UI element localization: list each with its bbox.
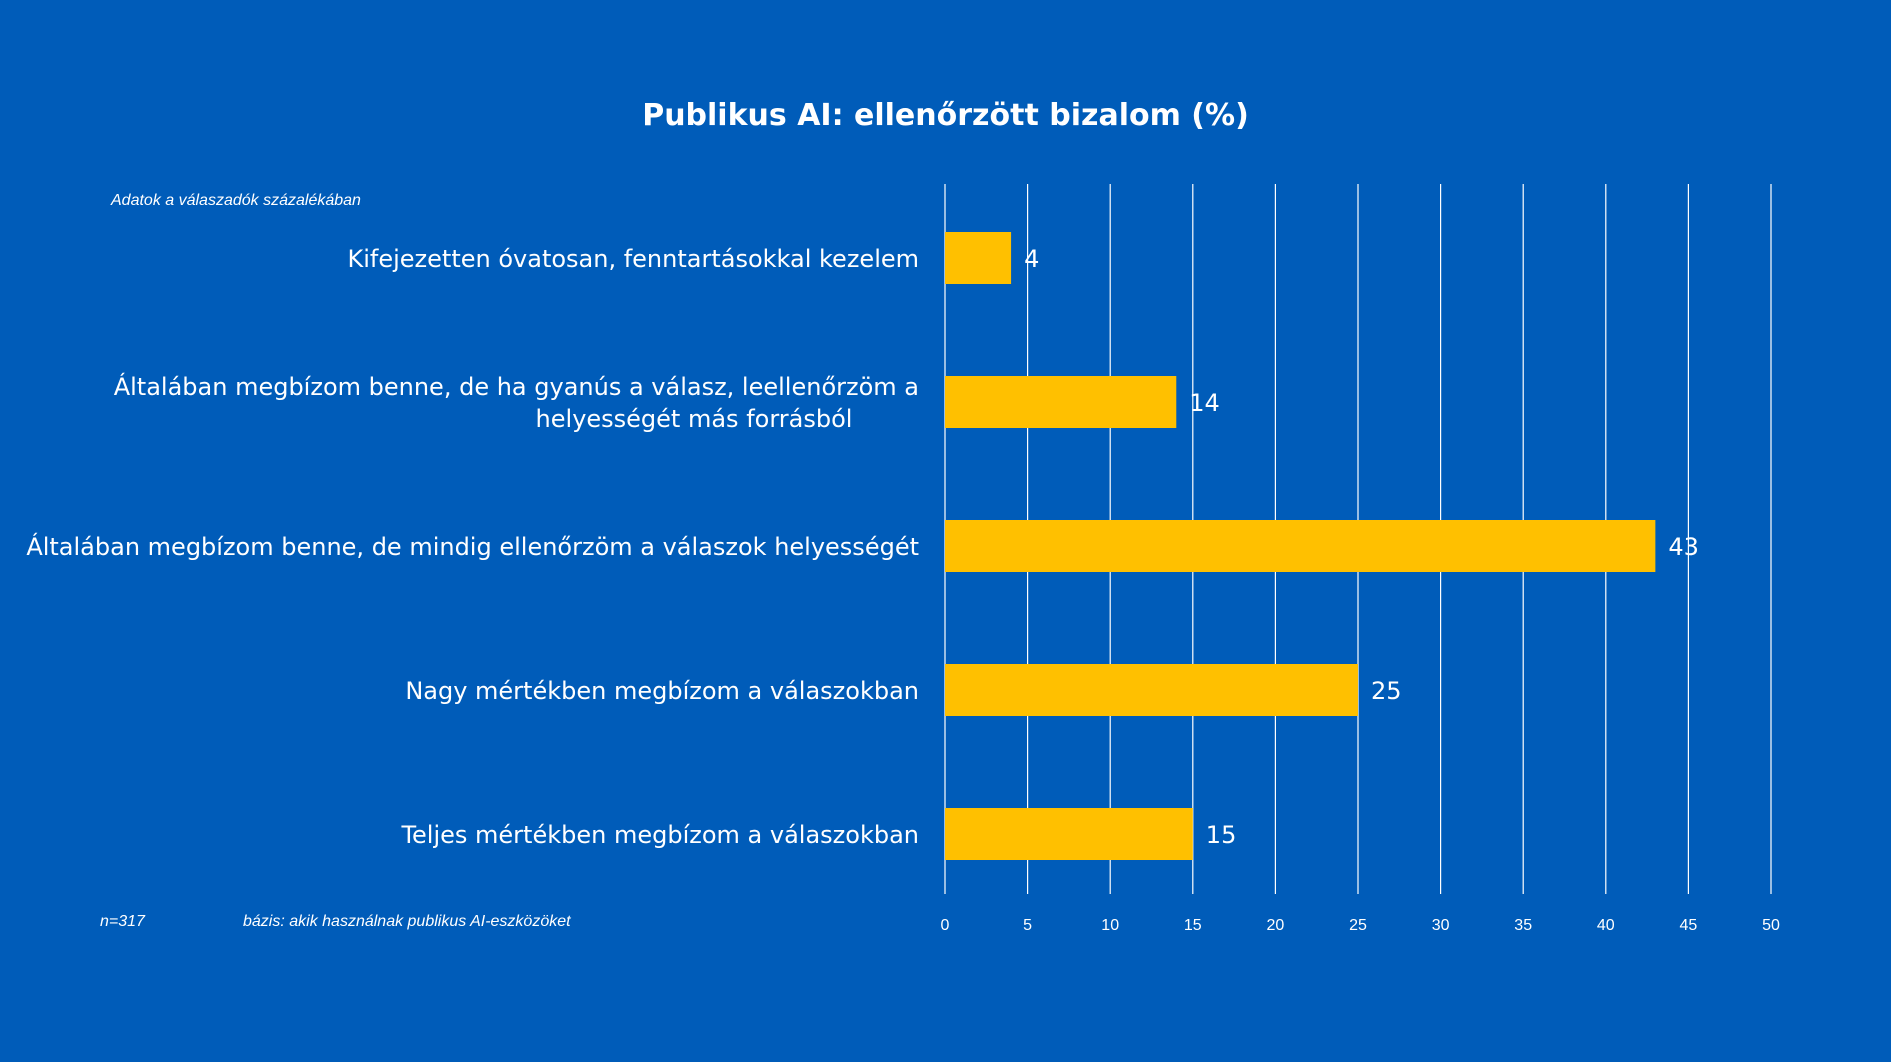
category-label: Teljes mértékben megbízom a válaszokban [401, 821, 919, 849]
x-tick-label: 50 [1762, 917, 1780, 934]
x-tick-label: 45 [1679, 917, 1698, 934]
x-tick-label: 20 [1266, 917, 1285, 934]
data-label: 25 [1371, 677, 1402, 705]
category-label: Kifejezetten óvatosan, fenntartásokkal kezelem [347, 245, 919, 273]
bar [945, 232, 1011, 284]
category-label: Nagy mértékben megbízom a válaszokban [405, 677, 919, 705]
x-tick-label: 15 [1183, 917, 1202, 934]
data-label: 4 [1024, 245, 1040, 273]
x-tick-label: 35 [1514, 917, 1533, 934]
category-label: Általában megbízom benne, de mindig ellenőrzöm a válaszok helyességét [26, 533, 919, 561]
data-label: 14 [1189, 389, 1220, 417]
x-tick-label: 40 [1596, 917, 1615, 934]
bars [945, 232, 1655, 860]
data-label: 43 [1668, 533, 1699, 561]
bar [945, 376, 1176, 428]
base-note: bázis: akik használnak publikus AI-eszközöket [243, 913, 571, 930]
data-label: 15 [1205, 821, 1237, 849]
x-tick-label: 30 [1431, 917, 1450, 934]
bar [945, 808, 1193, 860]
chart-title: Publikus AI: ellenőrzött bizalom (%) [642, 98, 1249, 133]
x-tick-label: 25 [1349, 917, 1367, 934]
category-label: Általában megbízom benne, de ha gyanús a válasz, leellenőrzöm a helyességét más forrásból [113, 373, 919, 433]
units-note: Adatok a válaszadók százalékában [111, 192, 361, 209]
sample-size-note: n=317 [100, 913, 145, 930]
x-tick-label: 0 [940, 917, 950, 934]
x-tick-label: 5 [1023, 917, 1033, 934]
x-axis-ticks [941, 917, 1780, 934]
x-tick-label: 10 [1101, 917, 1120, 934]
bar [945, 664, 1358, 716]
bar [945, 520, 1655, 572]
